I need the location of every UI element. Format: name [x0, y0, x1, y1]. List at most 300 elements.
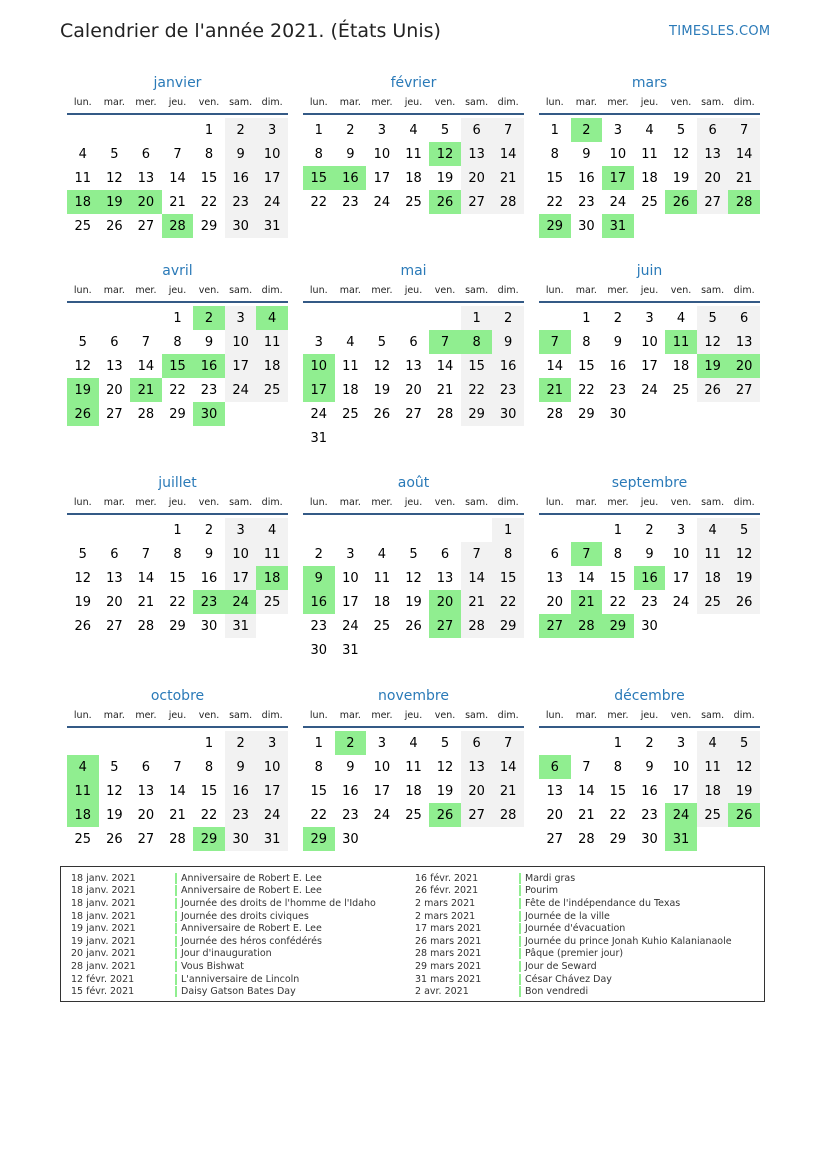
day-cell: 7 [492, 118, 524, 142]
day-cell: 1 [492, 518, 524, 542]
day-cell: 16 [578, 170, 595, 186]
empty-day-cell [398, 306, 430, 330]
day-cell: 3 [256, 118, 288, 142]
empty-day-cell [571, 731, 603, 755]
month-name: juillet [158, 475, 197, 491]
day-cell: 19 [672, 170, 690, 186]
day-cell: 22 [169, 382, 186, 398]
weekday-label: ven. [198, 285, 220, 296]
weekday-label: lun. [545, 97, 564, 108]
day-cell: 10 [672, 759, 690, 775]
day-cell: 25 [373, 618, 391, 634]
day-cell: 28 [546, 406, 564, 422]
day-cell: 13 [697, 142, 729, 166]
month-divider [67, 726, 288, 728]
day-cell: 27 [137, 831, 155, 847]
day-cell: 12 [106, 170, 123, 186]
weekday-label: lun. [545, 285, 564, 296]
holiday-entry [71, 897, 376, 910]
weekday-label: jeu. [640, 285, 659, 296]
weekday-label: dim. [261, 97, 283, 108]
holiday-day-cell: 27 [539, 614, 571, 638]
empty-day-cell [539, 306, 571, 330]
day-cell: 23 [609, 382, 627, 398]
day-cell: 18 [405, 170, 422, 186]
day-cell: 5 [78, 546, 87, 562]
month-9 [539, 472, 760, 638]
weekday-label: lun. [73, 285, 92, 296]
weekday-label: sam. [229, 97, 253, 108]
day-cell: 13 [436, 570, 454, 586]
holiday-day-cell: 16 [335, 166, 367, 190]
day-cell: 17 [342, 594, 359, 610]
day-cell: 17 [225, 566, 257, 590]
holiday-name: Jour de Seward [525, 960, 597, 972]
weekday-header [303, 707, 524, 725]
empty-day-cell [130, 306, 162, 330]
day-cell: 25 [672, 382, 690, 398]
weekday-label: lun. [73, 97, 92, 108]
day-cell: 22 [310, 807, 328, 823]
holiday-date: 2 mars 2021 [415, 897, 476, 909]
day-cell: 14 [578, 570, 595, 586]
day-cell: 16 [200, 570, 218, 586]
day-cell: 11 [405, 146, 422, 162]
weekday-label: jeu. [404, 710, 423, 721]
holiday-name: Journée d'évacuation [525, 923, 626, 935]
day-cell: 20 [106, 382, 123, 398]
day-cell: 14 [546, 358, 564, 374]
weekday-label: jeu. [640, 497, 659, 508]
day-cell: 5 [440, 122, 450, 138]
day-cell: 27 [461, 803, 493, 827]
weekday-label: jeu. [404, 97, 423, 108]
day-cell: 6 [550, 546, 559, 562]
day-cell: 15 [169, 570, 186, 586]
holiday-day-cell: 8 [461, 330, 493, 354]
weekday-label: mar. [103, 97, 125, 108]
holiday-day-cell: 9 [303, 566, 335, 590]
holiday-date: 2 mars 2021 [415, 910, 476, 922]
day-cell: 26 [405, 618, 422, 634]
empty-day-cell [99, 518, 131, 542]
holiday-date: 2 avr. 2021 [415, 986, 469, 998]
weekday-label: mar. [339, 97, 361, 108]
day-cell: 25 [697, 590, 729, 614]
day-cell: 5 [110, 146, 119, 162]
day-cell: 12 [728, 542, 760, 566]
day-cell: 1 [461, 306, 493, 330]
day-cell: 12 [373, 358, 391, 374]
day-cell: 19 [373, 382, 391, 398]
weekday-label: jeu. [640, 97, 659, 108]
weekday-label: ven. [670, 710, 692, 721]
month-11 [303, 685, 524, 851]
day-cell: 8 [492, 542, 524, 566]
month-divider [303, 301, 524, 303]
holiday-entry [415, 935, 732, 948]
day-cell: 30 [641, 618, 658, 634]
day-grid [539, 518, 760, 638]
holiday-day-cell: 2 [571, 118, 603, 142]
day-cell: 14 [137, 570, 155, 586]
day-cell: 7 [492, 731, 524, 755]
day-cell: 22 [200, 807, 218, 823]
day-cell: 27 [106, 618, 123, 634]
weekday-label: lun. [309, 285, 328, 296]
day-cell: 20 [405, 382, 422, 398]
weekday-label: lun. [73, 497, 92, 508]
holiday-day-cell: 28 [571, 614, 603, 638]
day-cell: 8 [613, 759, 623, 775]
day-cell: 1 [173, 310, 182, 326]
month-divider [539, 726, 760, 728]
day-cell: 23 [200, 382, 218, 398]
weekday-label: sam. [701, 97, 725, 108]
day-cell: 21 [169, 807, 186, 823]
holiday-marker [519, 948, 521, 959]
day-cell: 3 [225, 306, 257, 330]
month-12 [539, 685, 760, 851]
holiday-day-cell: 26 [67, 402, 99, 426]
day-cell: 14 [436, 358, 454, 374]
day-cell: 8 [613, 546, 623, 562]
holiday-day-cell: 7 [429, 330, 461, 354]
page-title: Calendrier de l'année 2021. (États Unis) [60, 20, 441, 42]
day-grid [303, 518, 524, 662]
holiday-day-cell: 16 [303, 590, 335, 614]
day-cell: 17 [256, 166, 288, 190]
empty-day-cell [461, 518, 493, 542]
holiday-marker [519, 873, 521, 884]
weekday-label: lun. [73, 710, 92, 721]
day-cell: 25 [74, 831, 92, 847]
day-cell: 12 [672, 146, 690, 162]
month-name: juin [636, 263, 663, 279]
weekday-label: lun. [545, 497, 564, 508]
day-cell: 11 [373, 570, 391, 586]
day-cell: 3 [256, 731, 288, 755]
day-cell: 13 [137, 783, 155, 799]
holiday-marker [175, 923, 177, 934]
day-cell: 22 [609, 594, 627, 610]
empty-day-cell [429, 518, 461, 542]
weekday-label: jeu. [404, 285, 423, 296]
day-cell: 20 [461, 779, 493, 803]
holiday-date: 26 mars 2021 [415, 935, 482, 947]
day-cell: 30 [225, 827, 257, 851]
day-cell: 28 [169, 831, 186, 847]
holiday-marker [519, 898, 521, 909]
month-divider [67, 513, 288, 515]
day-cell: 19 [436, 170, 454, 186]
holiday-day-cell: 23 [193, 590, 225, 614]
day-cell: 9 [645, 546, 654, 562]
holiday-day-cell: 18 [67, 190, 99, 214]
weekday-label: ven. [198, 710, 220, 721]
day-cell: 10 [256, 142, 288, 166]
weekday-header [67, 282, 288, 300]
month-divider [303, 513, 524, 515]
holiday-date: 31 mars 2021 [415, 973, 482, 985]
holiday-marker [175, 898, 177, 909]
empty-day-cell [571, 518, 603, 542]
day-cell: 30 [225, 214, 257, 238]
holiday-day-cell: 26 [665, 190, 697, 214]
day-cell: 17 [373, 783, 391, 799]
holiday-marker [175, 885, 177, 896]
day-cell: 29 [169, 618, 186, 634]
holiday-entry [71, 885, 376, 898]
day-cell: 28 [461, 614, 493, 638]
weekday-label: mer. [607, 97, 629, 108]
day-cell: 17 [256, 779, 288, 803]
weekday-label: mer. [135, 97, 157, 108]
day-cell: 30 [609, 406, 627, 422]
day-cell: 3 [225, 518, 257, 542]
day-cell: 25 [256, 590, 288, 614]
day-cell: 8 [204, 146, 214, 162]
holiday-marker [175, 961, 177, 972]
empty-day-cell [130, 118, 162, 142]
weekday-label: mar. [575, 710, 597, 721]
holiday-entry [415, 872, 732, 885]
weekday-label: mer. [371, 97, 393, 108]
day-cell: 4 [409, 122, 418, 138]
day-cell: 24 [373, 194, 391, 210]
holiday-day-cell: 10 [303, 354, 335, 378]
day-cell: 5 [440, 735, 450, 751]
day-cell: 15 [546, 170, 564, 186]
weekday-label: sam. [701, 497, 725, 508]
day-cell: 13 [546, 783, 564, 799]
day-grid [303, 306, 524, 450]
holiday-marker [175, 986, 177, 997]
day-cell: 26 [74, 618, 92, 634]
empty-day-cell [539, 518, 571, 542]
day-cell: 28 [492, 190, 524, 214]
weekday-label: mar. [575, 497, 597, 508]
day-cell: 25 [697, 803, 729, 827]
day-cell: 28 [492, 803, 524, 827]
day-cell: 20 [697, 166, 729, 190]
weekday-label: sam. [465, 710, 489, 721]
day-cell: 2 [225, 118, 257, 142]
day-cell: 17 [373, 170, 391, 186]
site-brand-link[interactable]: TIMESLES.COM [669, 24, 771, 39]
day-cell: 31 [256, 827, 288, 851]
weekday-label: dim. [261, 497, 283, 508]
day-cell: 6 [461, 731, 493, 755]
day-cell: 9 [204, 546, 214, 562]
holiday-day-cell: 29 [539, 214, 571, 238]
day-cell: 14 [492, 755, 524, 779]
day-cell: 19 [728, 566, 760, 590]
holiday-entry [71, 872, 376, 885]
holiday-day-cell: 26 [429, 803, 461, 827]
day-cell: 18 [256, 354, 288, 378]
day-cell: 11 [641, 146, 658, 162]
day-cell: 23 [492, 378, 524, 402]
holiday-name: Fête de l'indépendance du Texas [525, 897, 681, 909]
holiday-marker [519, 911, 521, 922]
holiday-name: Mardi gras [525, 872, 576, 884]
day-cell: 16 [609, 358, 627, 374]
holiday-entry [415, 885, 732, 898]
month-name: février [390, 75, 437, 91]
holiday-day-cell: 17 [602, 166, 634, 190]
day-cell: 28 [436, 406, 454, 422]
day-cell: 16 [492, 354, 524, 378]
month-name: avril [162, 263, 193, 279]
day-cell: 29 [461, 402, 493, 426]
day-cell: 6 [697, 118, 729, 142]
day-cell: 27 [405, 406, 422, 422]
empty-day-cell [99, 306, 131, 330]
day-cell: 30 [492, 402, 524, 426]
holiday-name: Pâque (premier jour) [525, 948, 624, 960]
holiday-date: 19 janv. 2021 [71, 935, 136, 947]
day-cell: 15 [200, 170, 218, 186]
day-cell: 12 [728, 755, 760, 779]
holiday-name: Daisy Gatson Bates Day [181, 986, 296, 998]
day-cell: 6 [110, 546, 119, 562]
day-cell: 9 [582, 146, 591, 162]
day-cell: 17 [672, 570, 690, 586]
holiday-day-cell: 24 [225, 590, 257, 614]
day-cell: 12 [74, 358, 92, 374]
holiday-marker [519, 936, 521, 947]
day-cell: 22 [461, 378, 493, 402]
holiday-entry [71, 973, 376, 986]
weekday-header [539, 282, 760, 300]
holiday-marker [175, 911, 177, 922]
holiday-date: 28 janv. 2021 [71, 960, 136, 972]
day-cell: 3 [346, 546, 355, 562]
day-cell: 10 [609, 146, 627, 162]
month-name: août [397, 475, 430, 491]
weekday-label: dim. [733, 97, 755, 108]
holiday-day-cell: 6 [539, 755, 571, 779]
day-cell: 31 [256, 214, 288, 238]
holiday-list [60, 866, 765, 1002]
day-cell: 11 [342, 358, 359, 374]
day-cell: 13 [728, 330, 760, 354]
day-cell: 30 [342, 831, 359, 847]
holiday-name: Anniversaire de Robert E. Lee [181, 872, 322, 884]
empty-day-cell [67, 518, 99, 542]
day-cell: 31 [342, 642, 359, 658]
holiday-day-cell: 28 [728, 190, 760, 214]
day-cell: 6 [409, 334, 418, 350]
day-cell: 1 [314, 735, 323, 751]
day-cell: 5 [377, 334, 387, 350]
day-cell: 3 [676, 735, 686, 751]
day-cell: 2 [225, 731, 257, 755]
day-cell: 10 [225, 330, 257, 354]
day-cell: 22 [492, 590, 524, 614]
day-cell: 13 [137, 170, 155, 186]
day-cell: 11 [697, 542, 729, 566]
day-cell: 29 [578, 406, 595, 422]
holiday-day-cell: 27 [429, 614, 461, 638]
day-cell: 24 [256, 803, 288, 827]
month-name: janvier [153, 75, 202, 91]
holiday-marker [175, 936, 177, 947]
holiday-day-cell: 11 [665, 330, 697, 354]
day-cell: 21 [137, 594, 155, 610]
empty-day-cell [366, 518, 398, 542]
weekday-header [539, 707, 760, 725]
empty-day-cell [99, 118, 131, 142]
weekday-label: mer. [135, 497, 157, 508]
month-4 [67, 260, 288, 426]
day-cell: 5 [728, 518, 760, 542]
day-cell: 10 [256, 755, 288, 779]
weekday-label: mer. [135, 710, 157, 721]
day-grid [67, 118, 288, 238]
day-cell: 27 [728, 378, 760, 402]
day-cell: 14 [728, 142, 760, 166]
day-cell: 23 [342, 807, 359, 823]
weekday-label: mer. [607, 710, 629, 721]
weekday-label: jeu. [168, 97, 187, 108]
holiday-day-cell: 2 [335, 731, 367, 755]
day-cell: 13 [106, 570, 123, 586]
day-cell: 26 [373, 406, 391, 422]
day-cell: 1 [613, 522, 623, 538]
day-cell: 23 [342, 194, 359, 210]
day-cell: 13 [546, 570, 564, 586]
day-grid [67, 731, 288, 851]
holiday-day-cell: 29 [193, 827, 225, 851]
holiday-day-cell: 21 [539, 378, 571, 402]
day-cell: 4 [676, 310, 686, 326]
day-cell: 12 [106, 783, 123, 799]
day-cell: 20 [106, 594, 123, 610]
holiday-day-cell: 21 [571, 590, 603, 614]
holiday-day-cell: 31 [602, 214, 634, 238]
month-divider [67, 113, 288, 115]
month-divider [539, 513, 760, 515]
weekday-header [303, 494, 524, 512]
weekday-label: lun. [545, 710, 564, 721]
holiday-day-cell: 19 [99, 190, 131, 214]
month-10 [67, 685, 288, 851]
holiday-marker [175, 974, 177, 985]
weekday-label: ven. [198, 97, 220, 108]
weekday-label: mar. [575, 285, 597, 296]
weekday-header [67, 494, 288, 512]
day-grid [67, 306, 288, 426]
day-cell: 20 [546, 594, 564, 610]
holiday-day-cell: 24 [665, 803, 697, 827]
holiday-entry [415, 910, 732, 923]
day-cell: 11 [74, 170, 92, 186]
day-cell: 9 [225, 142, 257, 166]
day-cell: 15 [200, 783, 218, 799]
weekday-label: dim. [497, 497, 519, 508]
holiday-entry [415, 948, 732, 961]
holiday-entry [415, 897, 732, 910]
weekday-label: mar. [575, 97, 597, 108]
holiday-date: 28 mars 2021 [415, 948, 482, 960]
weekday-label: mer. [607, 285, 629, 296]
day-cell: 21 [461, 590, 493, 614]
day-cell: 15 [609, 783, 627, 799]
day-grid [303, 118, 524, 214]
holiday-entry [415, 973, 732, 986]
